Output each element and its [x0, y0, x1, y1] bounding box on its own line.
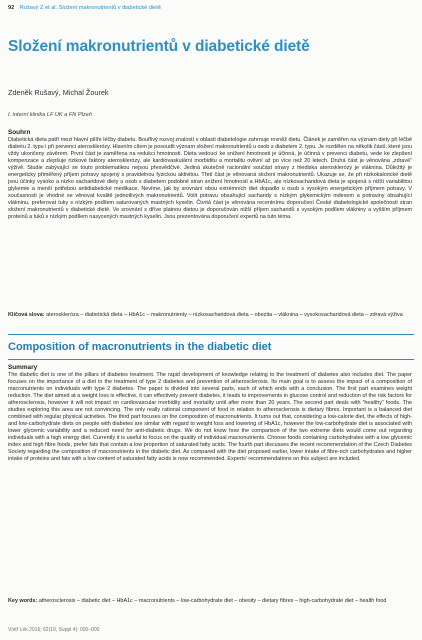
running-header [8, 5, 161, 11]
running-title: Rušavý Z et al. Složení makronutrientů v diabetické dietě [19, 5, 161, 11]
keywords-en-label: Key words: [8, 598, 38, 604]
keywords-cs-text: ateroskleróza – diabetická dieta – HbA1c – makronutrienty – nízkosacharidová dieta – obezita – vláknina – vysokosacharidová dieta – zdravá výživa [46, 312, 403, 318]
article-title-cs: Složení makronutrientů v diabetické dietě [8, 38, 310, 55]
keywords-en-text: atherosclerosis – diabetic diet – HbA1c – macronutrients – low-carbohydrate diet – obesity – dietary fibres – high-carbohydrate diet – health food [38, 598, 387, 604]
affiliation: I. interní klinika LF UK a FN Plzeň [8, 112, 92, 118]
page-number: 92 [8, 5, 15, 11]
title-en-rule-bottom [8, 359, 414, 360]
abstract-en [8, 364, 412, 463]
keywords-en [8, 598, 412, 605]
article-title-en: Composition of macronutrients in the diabetic diet [8, 341, 272, 353]
title-en-rule-top [8, 334, 414, 335]
keywords-cs [8, 312, 412, 319]
abstract-en-heading: Summary [8, 364, 38, 371]
abstract-cs [8, 129, 412, 221]
abstract-cs-text: Diabetická dieta patří mezi hlavní pilíře léčby diabetu. Bouřlivý rozvoj znalostí v oblasti diabetologie zahrnuje rovněž dietu. Článek je zaměřen na význam diety při léčbě diabetu 2. typu i při prevenci aterosklerózy. Hlavním cílem je posoudit význam složení makronutrientů u osob s diabetem 2. typu. Je rozdělen na několik částí, které jsou vždy ukončeny závěrem. První část je zaměřena na redukci hmotnosti. Dieta vedoucí ke snížení hmotnosti je účinná, je účinná v prevenci diabetu, vede ke zlepšení kompenzace a zlepšuje rizikové faktory aterosklerózy, ale kardiovaskulární morbiditu a mortalitu ovlivní až po více než 20 letech. Druhá část je věnována „zdravé“ výživě. Studie zabývající se touto problematikou nejsou přesvědčivé. Jediná skutečně racionální součást stravy z hlediska aterosklerózy je vláknina. Důležitý je energeticky přiměřený příjem potravy spojený s pravidelnou fyzickou aktivitou. Třetí část je věnovaná složení makronutrientů. Ukazuje se, že při nízkokalorické dietě jsou účinky vysoko a nízko sacharidové diety u osob s diabetem podobné stran snížení hmotnosti a HbA1c, ale nízkosacharidová dieta je spojená s nižší variabilitou glykemie a menší potřebou antidiabetické medikace. Nevíme, jak by srovnání obou extrémních diet dopadlo u osob s vysokým energetickým příjmem potravy. V současnosti je vhodné se věnovat kvalitě jednotlivých makronutrientů. Volit potravu obsahující sacharidy s nízkým glykemickým indexem a potraviny obsahující vlákninu, preferovat tuky s nízkým podílem saturovaných mastných kyselin. Čtvrtá část je věnována recentnímu doporučení České diabetologické společnosti stran složení makronutrientů v diabetické dietě. Ve srovnání s dříve platnou dietou je doporučován nižší příjem sacharidů s vysokým podílem vlákniny a vyšším příjmem proteinů a tuků s nízkým podílem nasycených mastných kyselin. Jsou prezentována doporučení expertů na tuto téma. [8, 137, 412, 220]
footer-citation: Vnitř Lék 2016; 62(10, Suppl 4): 000–000 [8, 627, 100, 633]
abstract-en-text: The diabetic diet is one of the pillars of diabetes treatment. The rapid development of knowledge relating to the treatment of diabetes also includes diet. The paper focuses on the importance of a diet in the treatment of type 2 diabetes and prevention of atherosclerosis. Its main goal is to assess the impact of a composition of macronutrients on individuals with type 2 diabetes. The paper is divided into several parts, each of which ends with a conclusion. The first part examines weight reduction. The diet aimed at a weight loss is effective, it can effectively prevent diabetes, it leads to improvements in glucose control and reduction of the risk factors for atherosclerosis, however it will not impact on cardiovascular morbidity and mortality until after more than 20 years. The second part deals with “healthy” foods. The studies exploring this area are not convincing. The only really rational component of food in relation to atherosclerosis is dietary fibres. Important is a balanced diet combined with regular physical activities. The third part focuses on the composition of macronutrients. It turns out that, considering a low-calorie diet, the effects of high- and low-carbohydrate diets on people with diabetes are similar with regard to weight loss and lowering of HbA1c, however the low-carbohydrate diet is associated with lower glycemic variability and a reduced need for anti-diabetic drugs. We do not know how the comparison of the two extreme diets would come out regarding individuals with a high energy diet. Currently it is useful to focus on the quality of individual macronutrients. Choose foods containing carbohydrates with a low glycemic index and high fibre foods, prefer fats that contain a low proportion of saturated fatty acids. The fourth part discusses the recent recommendation of the Czech Diabetes Society regarding the composition of macronutrients in the diabetic diet. As compared with the diet proposed earlier, lower intake of fibre-rich carbohydrates and higher intake of proteins and fats with a low content of saturated fatty acids is now recommended. Experts’ recommendations on this subject are included. [8, 372, 412, 462]
abstract-cs-heading: Souhrn [8, 129, 31, 136]
authors: Zdeněk Rušavý, Michal Žourek [8, 88, 109, 97]
keywords-cs-label: Klíčová slova: [8, 312, 45, 318]
